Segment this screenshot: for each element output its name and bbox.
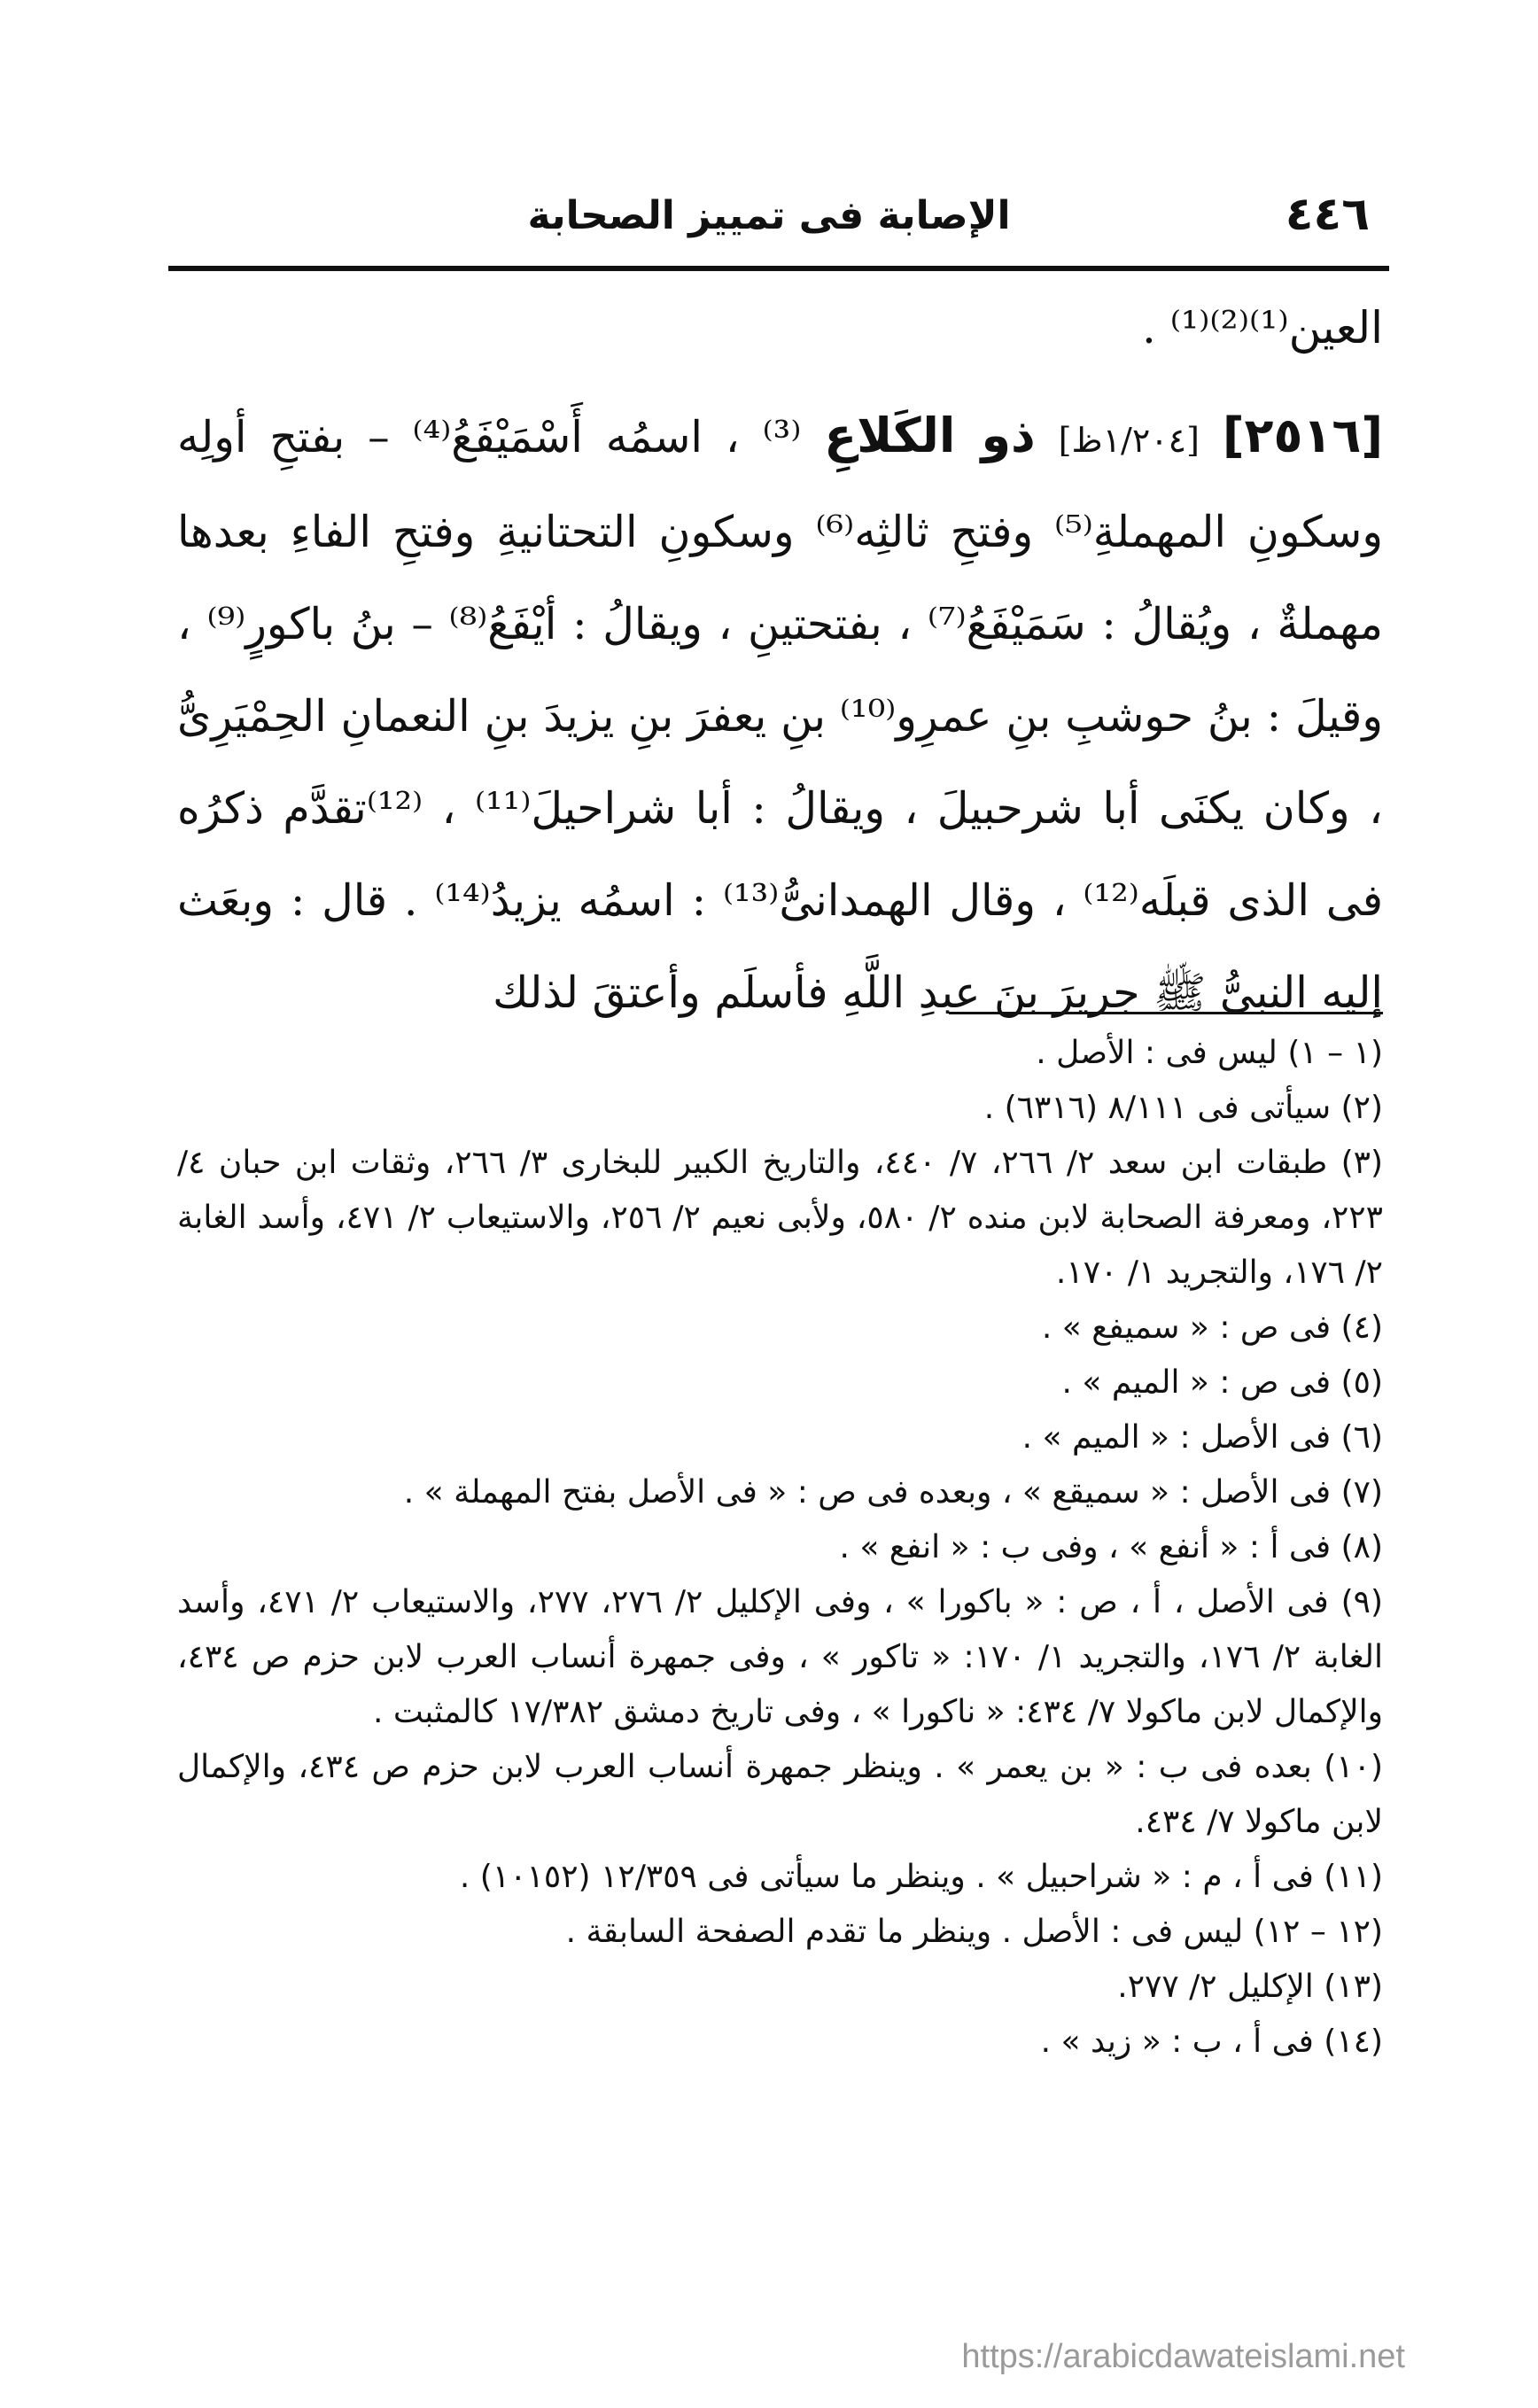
- entry-line: عمرِو⁽¹⁰⁾ بنِ يعفرَ بنِ يزيدَ بنِ النعمانِ الحِمْيَرِىُّ ، وكان يكنَى أبا شرحبيلَ ،: [177, 691, 1383, 834]
- footnote-separator: [949, 1012, 1383, 1014]
- entry-line: اسمُه يزيدُ⁽¹⁴⁾ . قال : وبعَث إليه النبىُّ ﷺ جريرَ بنَ عبدِ اللَّهِ فأسلَم وأعتقَ لذلك: [177, 875, 1383, 1018]
- main-text: [177, 292, 1383, 1039]
- entry-number: [٢٥١٦]: [1222, 408, 1384, 463]
- footnote: (١١) فى أ ، م : « شراحبيل » . وينظر ما سيأتى فى ١٢/٣٥٩ (١٠١٥٢) .: [459, 1859, 1383, 1895]
- footnote: (٧) فى الأصل : « سميقع » ، وبعده فى ص : « فى الأصل بفتح المهملة » .: [403, 1474, 1383, 1511]
- footnote: (١ – ١) ليس فى : الأصل .: [1036, 1035, 1383, 1071]
- watermark-url: https://arabicdawateislami.net: [961, 2338, 1405, 2375]
- footnote: (١٤) فى أ ، ب : « زيد » .: [1040, 2023, 1383, 2060]
- footnote: (٤) فى ص : « سميفع » .: [1041, 1309, 1383, 1346]
- footnote: (٥) فى ص : « الميم » .: [1061, 1364, 1383, 1401]
- footnote: (٢) سيأتى فى ٨/١١١ (٦٣١٦) .: [983, 1090, 1383, 1126]
- page-header: [168, 188, 1370, 259]
- footnote: (٦) فى الأصل : « الميم » .: [1021, 1419, 1383, 1456]
- entry-line: ويقالُ : أبا شراحيلَ⁽¹¹⁾ ، ⁽¹²⁾تقدَّم ذكرُه فى الذى قبلَه⁽¹²⁾ ، وقال الهمدانىُّ⁽¹³⁾ :: [177, 783, 1384, 926]
- entry-line: المهملةِ⁽⁵⁾ وفتحِ ثالثِه⁽⁶⁾ وسكونِ التحتانيةِ وفتحِ الفاءِ بعدها مهملةٌ ، ويُقالُ :: [177, 507, 1383, 649]
- biography-entry: [177, 390, 1383, 1039]
- footnote: (٣) طبقات ابن سعد ٢/ ٢٦٦، ٧/ ٤٤٠، والتاريخ الكبير للبخارى ٣/ ٢٦٦، وثقات ابن حبان ٤/ ٢٢٣، ومعرفة الصحابة لابن منده ٢/ ٥٨٠، ولأبى نعيم ٢/ ٢٥٦، والاستيعاب ٢/ ٤٧١، وأسد الغابة ٢/ ١٧٦، والتجريد ١/ ١٧٠.: [177, 1145, 1383, 1291]
- entry-line: ⁽³⁾ ، اسمُه أَسْمَيْفَعُ⁽⁴⁾ – بفتحِ أولِه وسكونِ: [177, 412, 1383, 557]
- intro-line: العين⁽¹⁾⁽²⁾⁽¹⁾ .: [1141, 302, 1383, 353]
- footnote: (٨) فى أ : « أنفع » ، وفى ب : « انفع » .: [839, 1529, 1383, 1565]
- entry-line: سَمَيْفَعُ⁽⁷⁾ ، بفتحتينِ ، ويقالُ : أيْفَعُ⁽⁸⁾ – بنُ باكورٍ⁽⁹⁾ ، وقيلَ : بنُ حوشبِ بنِ: [177, 599, 1384, 742]
- footnote: (١٢ – ١٢) ليس فى : الأصل . وينظر ما تقدم الصفحة السابقة .: [565, 1914, 1383, 1950]
- manuscript-reference: [١/٢٠٤ظ]: [1058, 421, 1200, 460]
- running-title: الإصابة فى تمييز الصحابة: [527, 193, 1011, 238]
- header-rule: [168, 266, 1389, 271]
- footnotes: [177, 1026, 1383, 2070]
- page-number: ٤٤٦: [1285, 188, 1370, 241]
- entry-name: ذو الكَلاعِ: [824, 408, 1036, 463]
- footnote: (١٠) بعده فى ب : « بن يعمر » . وينظر جمهرة أنساب العرب لابن حزم ص ٤٣٤، والإكمال لابن ماكولا ٧/ ٤٣٤.: [177, 1749, 1383, 1840]
- footnote: (١٣) الإكليل ٢/ ٢٧٧.: [1117, 1969, 1383, 2005]
- footnote: (٩) فى الأصل ، أ ، ص : « باكورا » ، وفى الإكليل ٢/ ٢٧٦، ٢٧٧، والاستيعاب ٢/ ٤٧١، وأسد الغابة ٢/ ١٧٦، والتجريد ١/ ١٧٠: « تاكور » ، وفى جمهرة أنساب العرب لابن حزم ص ٤٣٤، والإكمال لابن ماكولا ٧/ ٤٣٤: « ناكورا » ، وفى تاريخ دمشق ١٧/٣٨٢ كالمثبت .: [177, 1584, 1384, 1730]
